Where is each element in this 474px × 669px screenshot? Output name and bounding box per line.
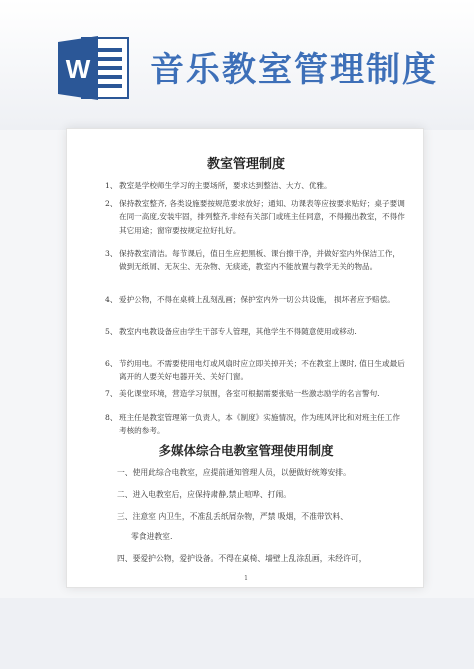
footer-strip xyxy=(0,598,474,669)
rule-item-2 xyxy=(105,197,405,237)
media-rule-1: 一、使用此综合电教室，应提前通知管理人员，以便做好统筹安排。 xyxy=(117,468,351,477)
page-number: 1 xyxy=(244,575,248,582)
media-rule-3 xyxy=(117,507,407,547)
document-title: 教室管理制度 xyxy=(206,157,285,172)
rule-number: 2、 xyxy=(105,199,118,208)
word-icon-letter: W xyxy=(65,54,91,84)
rule-text: 保持教室整齐, 各类设施要按规范要求放好；通知、功课表等应按要求贴好；桌子要调 在同一高度,安装牢固，排列整齐,非经有关部门或班主任同意，不得搬出教室，不得作其它用途；窗帘要按规定拉好扎好。 xyxy=(119,199,405,235)
rule-number: 3、 xyxy=(105,249,118,258)
section-title: 多媒体综合电教室管理使用制度 xyxy=(158,443,334,458)
rule-text: 保持教室清洁。每节课后，值日生应把黑板、课台擦干净，并做好室内外保洁工作，做到无纸屑、无灰尘、无杂物、无痰迹，教室内不能放置与教学无关的物品。 xyxy=(119,249,400,272)
rule-item-7 xyxy=(105,387,405,400)
rule-number: 8、 xyxy=(105,413,118,422)
rule-text: 美化课堂环境，营造学习氛围，各室可根据需要张贴一些激志励学的名言警句. xyxy=(119,389,380,398)
rule-number: 5、 xyxy=(105,327,118,336)
rule-text: 节约用电。不需要使用电灯或风扇时应立即关掉开关；不在教室上课时, 值日生或最后离开的人要关好电器开关、关好门窗。 xyxy=(119,359,405,382)
rule-text: 教室内电教设备应由学生干部专人管理，其他学生不得随意使用或移动. xyxy=(119,327,357,336)
media-rule-2: 二、进入电教室后，应保持肃静,禁止喧哗、打闹。 xyxy=(117,490,292,499)
rule-text: 爱护公物，不得在桌椅上乱刻乱画；保护室内外一切公共设施， 损坏者应予赔偿。 xyxy=(119,295,395,304)
document-page xyxy=(66,128,424,588)
rule-number: 1、 xyxy=(105,181,118,190)
rule-item-5 xyxy=(105,325,405,338)
banner-title: 音乐教室管理制度 xyxy=(150,50,438,90)
media-rule-3-text: 三、注意室 内卫生，不准乱丢纸屑杂物，严禁 吸烟，不准带饮料、 xyxy=(117,512,349,521)
rule-item-6 xyxy=(105,357,405,384)
rule-number: 4、 xyxy=(105,295,118,304)
rule-item-3 xyxy=(105,247,405,274)
header-banner xyxy=(0,0,474,110)
rule-item-8 xyxy=(105,411,405,438)
rule-item-4 xyxy=(105,293,405,306)
rule-item-1 xyxy=(105,179,405,192)
rule-text: 班主任是教室管理第一负责人，本《制度》实施情况，作为班风评比和对班主任工作考核的参考。 xyxy=(119,413,400,436)
rule-text: 教室是学校师生学习的主要场所，要求达到整洁、大方、优雅。 xyxy=(119,181,332,190)
media-rule-4: 四、要爱护公物，爱护设备。不得在桌椅、墙壁上乱涂乱画，未经许可， xyxy=(117,554,367,563)
rule-number: 6、 xyxy=(105,359,118,368)
media-rule-3-continuation: 零食进教室. xyxy=(131,532,173,541)
word-icon xyxy=(58,34,130,102)
rule-number: 7、 xyxy=(105,389,118,398)
